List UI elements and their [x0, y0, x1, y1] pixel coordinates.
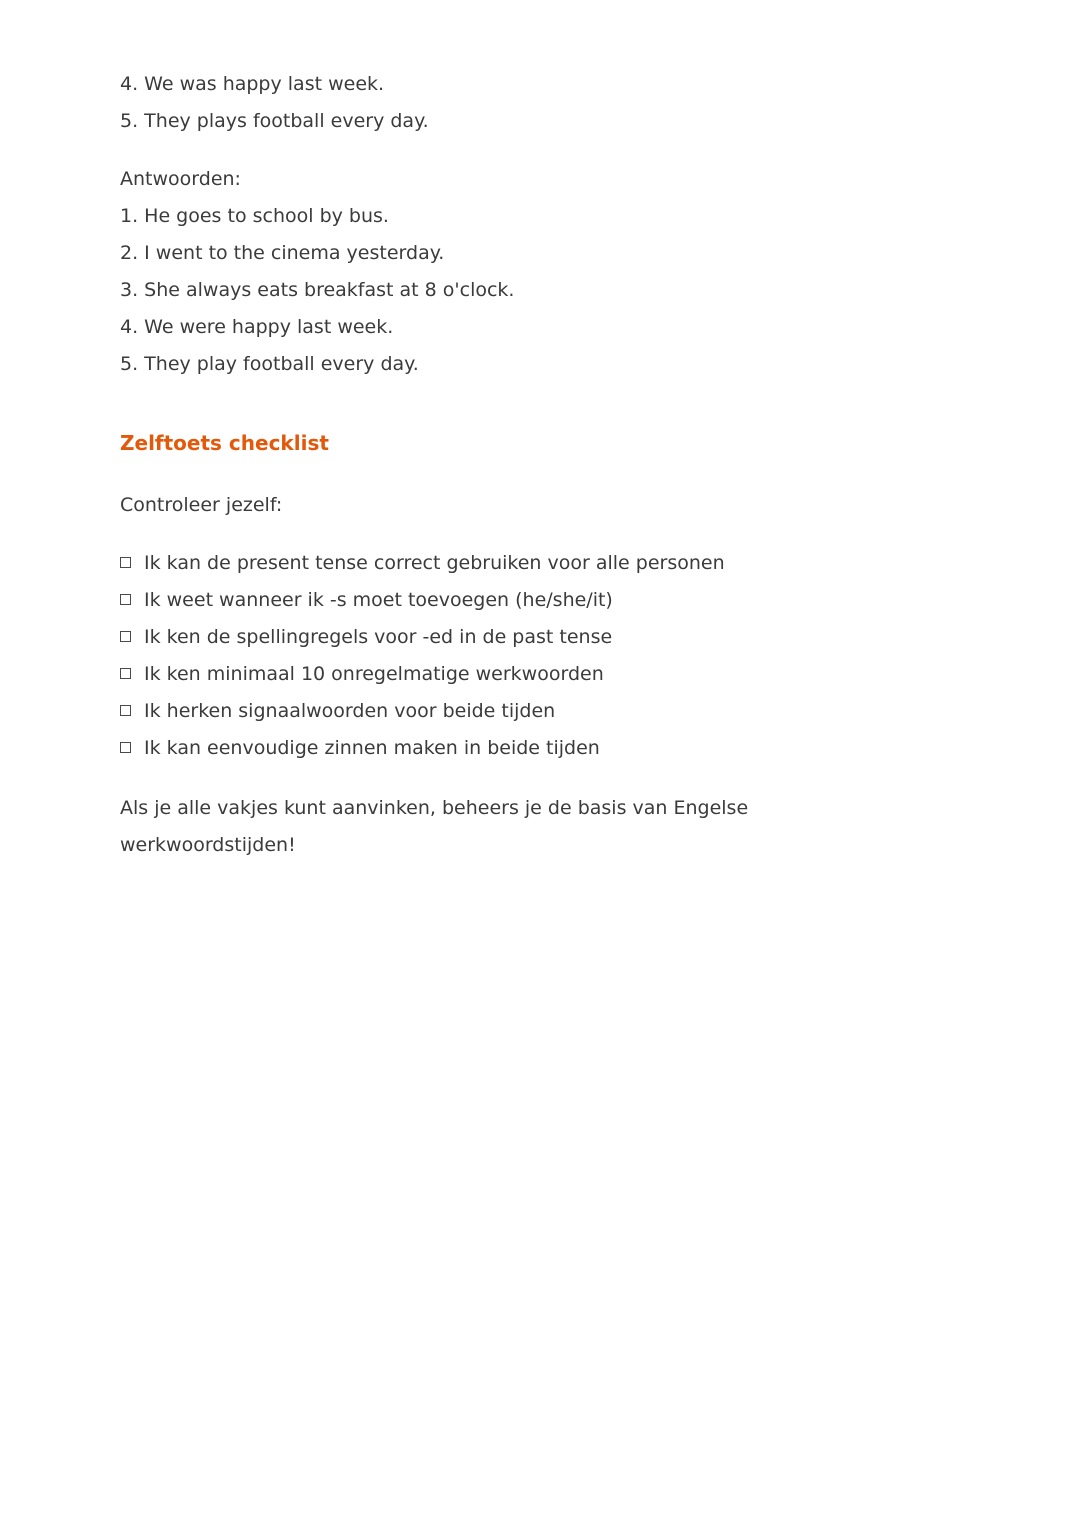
empty-checkbox-icon — [120, 668, 131, 679]
answers-title: Antwoorden: — [120, 168, 241, 190]
checklist-item-label: Ik kan de present tense correct gebruiken voor alle personen — [144, 552, 725, 574]
checklist-item — [120, 582, 810, 619]
answer-line: 1. He goes to school by bus. — [120, 205, 389, 227]
checklist-item — [120, 730, 810, 767]
checklist-item-label: Ik ken minimaal 10 onregelmatige werkwoorden — [144, 663, 604, 685]
checklist-item — [120, 693, 810, 730]
empty-checkbox-icon — [120, 705, 131, 716]
document-content — [120, 66, 810, 864]
checklist-intro: Controleer jezelf: — [120, 494, 283, 516]
empty-checkbox-icon — [120, 594, 131, 605]
checklist-item-label: Ik weet wanneer ik -s moet toevoegen (he/she/it) — [144, 589, 613, 611]
empty-checkbox-icon — [120, 742, 131, 753]
checklist — [120, 545, 810, 767]
checklist-item — [120, 656, 810, 693]
empty-checkbox-icon — [120, 557, 131, 568]
empty-checkbox-icon — [120, 631, 131, 642]
closing-paragraph: Als je alle vakjes kunt aanvinken, beheers je de basis van Engelse werkwoordstijden! — [120, 797, 749, 856]
checklist-item-label: Ik herken signaalwoorden voor beide tijden — [144, 700, 556, 722]
exercise-line: 4. We was happy last week. — [120, 73, 385, 95]
checklist-item — [120, 545, 810, 582]
answer-line: 4. We were happy last week. — [120, 316, 394, 338]
checklist-item-label: Ik ken de spellingregels voor -ed in de past tense — [144, 626, 613, 648]
section-heading-zelftoets: Zelftoets checklist — [120, 431, 329, 455]
answer-line: 3. She always eats breakfast at 8 o'clock. — [120, 279, 515, 301]
checklist-item — [120, 619, 810, 656]
answer-line: 2. I went to the cinema yesterday. — [120, 242, 445, 264]
exercise-sentences — [120, 66, 810, 140]
answer-line: 5. They play football every day. — [120, 353, 419, 375]
checklist-item-label: Ik kan eenvoudige zinnen maken in beide tijden — [144, 737, 600, 759]
exercise-line: 5. They plays football every day. — [120, 110, 429, 132]
answers-block — [120, 161, 810, 383]
